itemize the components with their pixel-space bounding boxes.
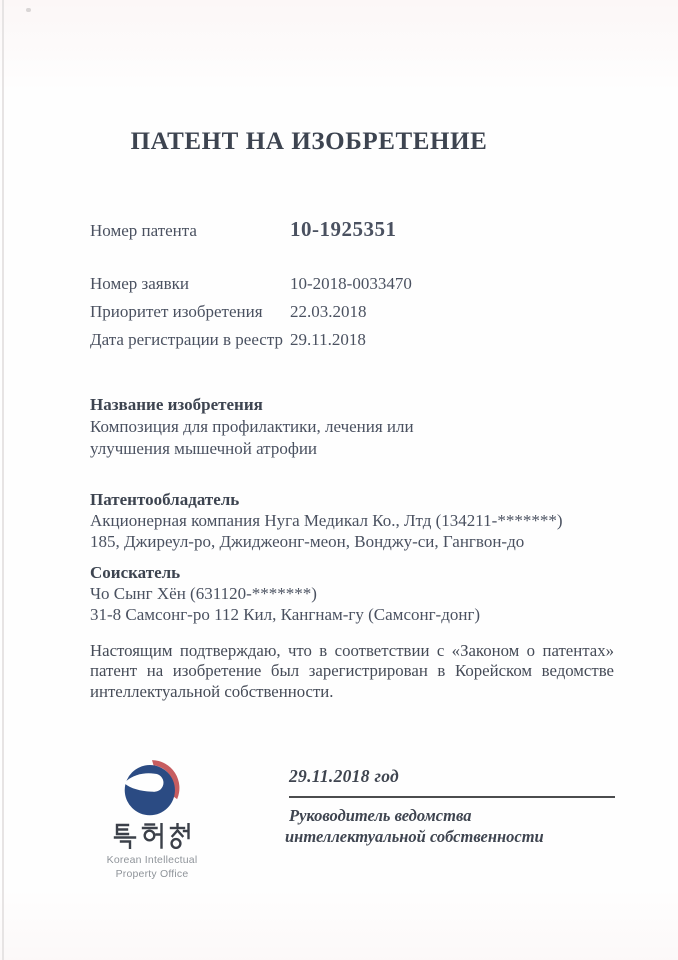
patent-number-value: 10-1925351: [290, 217, 397, 241]
application-number-label: Номер заявки: [90, 274, 189, 293]
kipo-english-name: [82, 854, 222, 881]
application-number-row: [90, 274, 412, 294]
patent-holder-name: Акционерная компания Нуга Медикал Ко., Лтд (134211-*******): [90, 511, 563, 530]
scan-speck-artifact: [26, 8, 31, 12]
certification-statement: [90, 641, 614, 702]
application-number-value: 10-2018-0033470: [290, 274, 412, 293]
signature-date: 29.11.2018 год: [289, 766, 400, 786]
applicant-heading: Соискатель: [90, 563, 181, 582]
invention-section: [90, 394, 414, 460]
patent-number-row: [90, 217, 397, 242]
signature-title: [285, 805, 619, 847]
registration-date-label: Дата регистрации в реестр: [90, 330, 283, 349]
patent-number-label: Номер патента: [90, 221, 197, 240]
invention-title-line: Композиция для профилактики, лечения или: [90, 417, 414, 436]
invention-heading: Название изобретения: [90, 395, 263, 414]
priority-date-label: Приоритет изобретения: [90, 302, 263, 321]
page-title: ПАТЕНТ НА ИЗОБРЕТЕНИЕ: [130, 128, 488, 155]
signature-title-line: интеллектуальной собственности: [285, 827, 544, 846]
signature-rule: [289, 796, 615, 798]
kipo-english-line: Property Office: [115, 867, 189, 880]
statement-line: патент на изобретение был зарегистрирован в Корейском ведомстве: [90, 661, 614, 681]
kipo-taegeuk-emblem-icon: [120, 757, 184, 819]
statement-line: Настоящим подтверждаю, что в соответствии с «Законом о патентах»: [90, 641, 614, 660]
signature-block: [285, 766, 619, 847]
kipo-korean-name: [113, 823, 191, 849]
kipo-english-line: Korean Intellectual: [106, 854, 198, 866]
registration-date-value: 29.11.2018: [290, 330, 366, 349]
priority-date-row: [90, 302, 367, 322]
applicant-section: [90, 562, 480, 625]
patent-holder-heading: Патентообладатель: [90, 490, 240, 509]
registration-date-row: [90, 330, 366, 350]
signature-title-line: Руководитель ведомства: [289, 806, 472, 825]
statement-line: интеллектуальной собственности.: [90, 681, 334, 701]
patent-holder-section: [90, 489, 563, 552]
applicant-address: 31-8 Самсонг-ро 112 Кил, Кангнам-гу (Самсонг-донг): [90, 605, 481, 624]
kipo-logo: [82, 757, 222, 881]
patent-holder-address: 185, Джиреул-ро, Джиджеонг-меон, Вонджу-си, Гангвон-до: [90, 532, 525, 551]
invention-title-line: улучшения мышечной атрофии: [90, 439, 318, 458]
applicant-name: Чо Сынг Хён (631120-*******): [90, 584, 317, 603]
priority-date-value: 22.03.2018: [290, 302, 367, 321]
